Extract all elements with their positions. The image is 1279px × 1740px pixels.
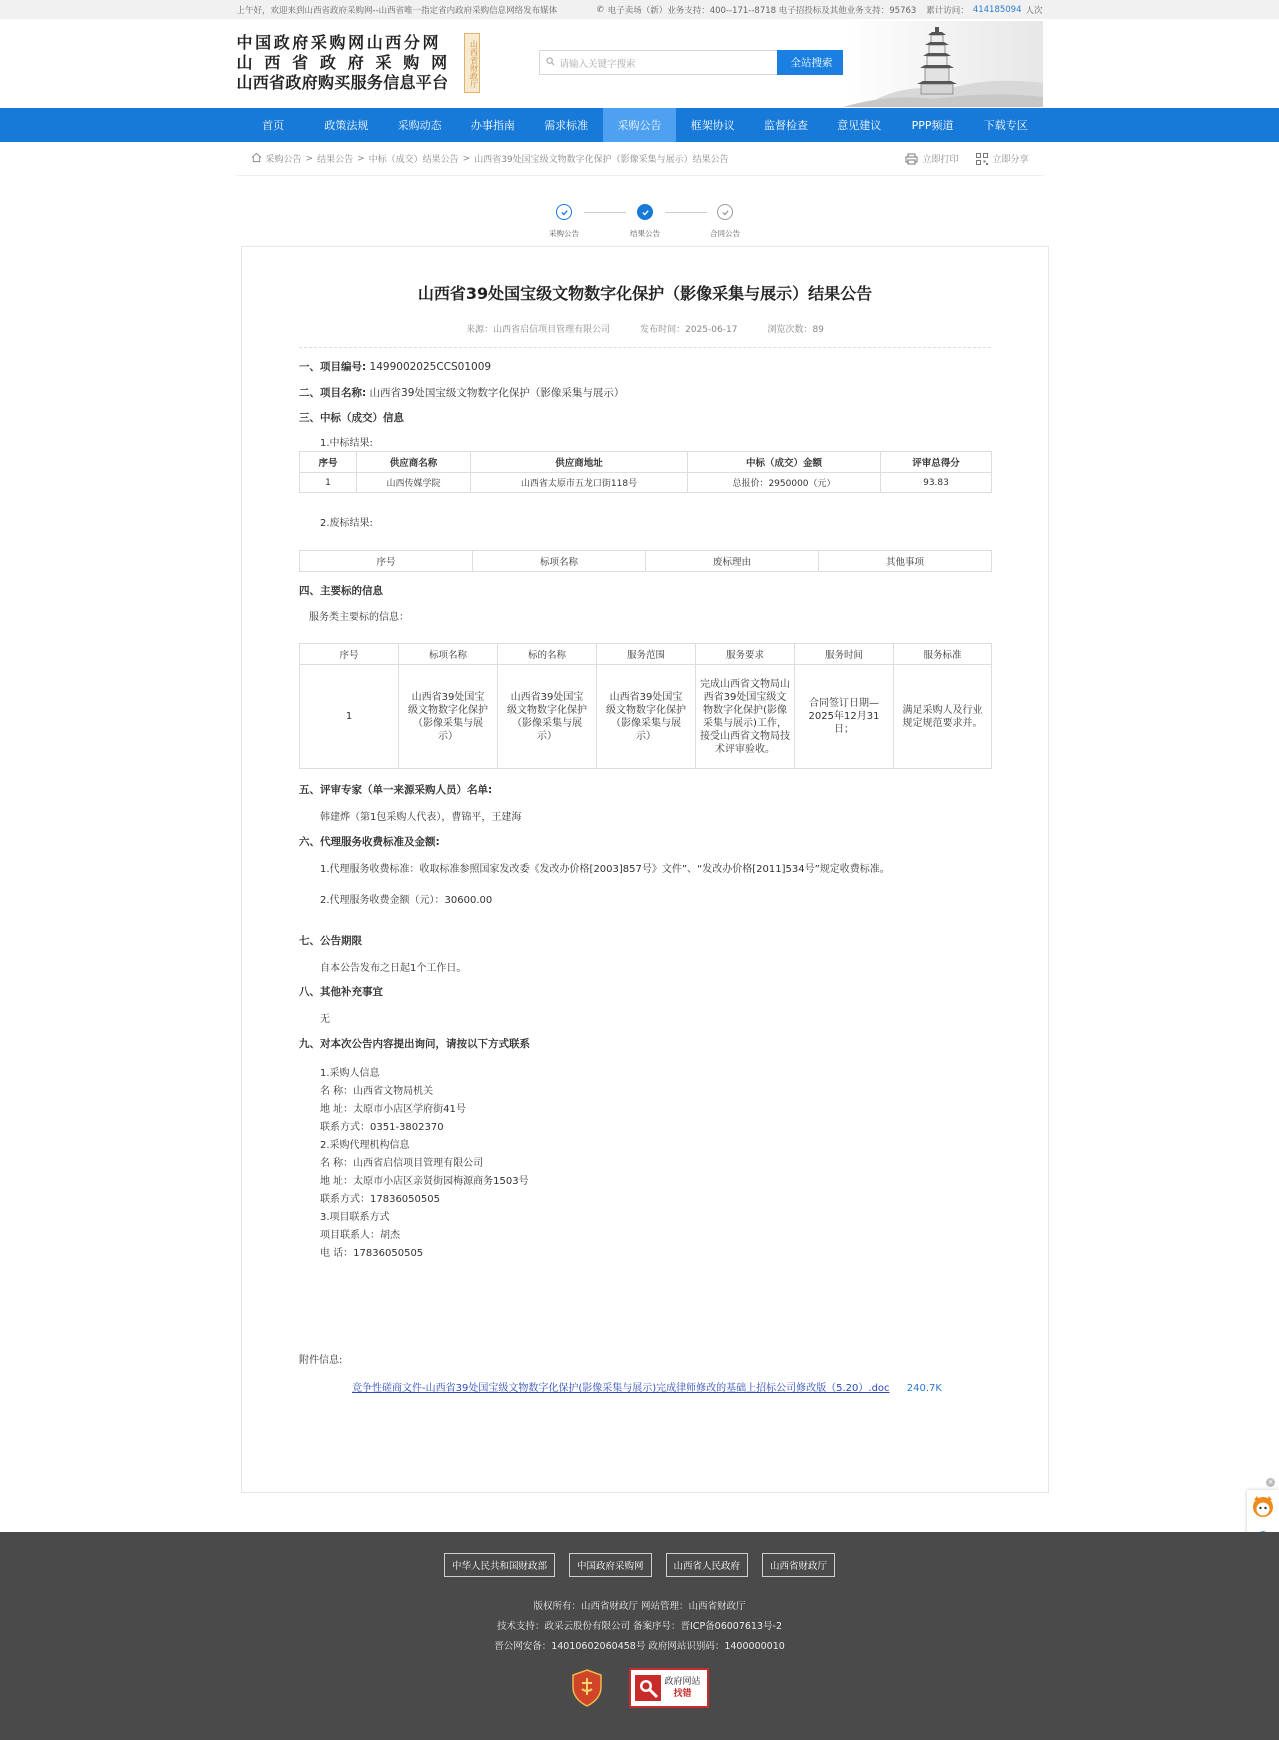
search-bar xyxy=(539,50,847,75)
search-input[interactable] xyxy=(539,50,777,75)
site-header xyxy=(0,19,1279,108)
attachment-label: 附件信息: xyxy=(299,1355,343,1366)
contact-line: 名 称：山西省文物局机关 xyxy=(320,1086,434,1097)
visits-label: 累计访问： xyxy=(926,5,969,16)
project-name xyxy=(299,385,624,400)
winning-bid-table xyxy=(299,451,992,493)
footer-security: 晋公网安备：14010602060458号 政府网站识别码：1400000010 xyxy=(494,1641,785,1652)
table-header-row: 序号 标项名称 废标理由 其他事项 xyxy=(300,551,992,572)
check-icon xyxy=(556,204,572,220)
breadcrumb-item[interactable]: 采购公告 xyxy=(265,155,302,165)
breadcrumb-item[interactable]: 中标（成交）结果公告 xyxy=(368,155,459,165)
section-heading: 八、其他补充事宜 xyxy=(299,986,383,998)
top-bar xyxy=(0,0,1279,19)
breadcrumb-bar xyxy=(0,142,1279,176)
nav-item[interactable]: 办事指南 xyxy=(470,119,515,132)
nav-item[interactable]: 首页 xyxy=(262,119,285,132)
article-meta xyxy=(242,322,1048,335)
step-contract[interactable] xyxy=(695,204,755,239)
check-icon xyxy=(637,204,653,220)
hotline-text: 电子卖场（新）业务支持：400--171--8718 电子招投标及其他业务支持：95763 xyxy=(607,5,917,16)
home-icon[interactable] xyxy=(251,152,262,166)
footer-link[interactable]: 中国政府采购网 xyxy=(569,1553,652,1577)
notice-period: 自本公告发布之日起1个工作日。 xyxy=(320,963,467,974)
section-label: 二、项目名称: xyxy=(299,387,367,399)
share-button[interactable] xyxy=(976,152,1028,165)
nav-item[interactable]: PPP频道 xyxy=(911,119,954,132)
contact-line: 地 址：太原市小店区学府街41号 xyxy=(320,1104,466,1115)
nav-item[interactable]: 采购动态 xyxy=(397,119,442,132)
article-title: 山西省39处国宝级文物数字化保护（影像采集与展示）结果公告 xyxy=(417,284,873,303)
nav-item[interactable]: 需求标准 xyxy=(544,119,589,132)
table-row: 1 山西传媒学院 山西省太原市五龙口街118号 总报价：2950000（元） 93.83 xyxy=(300,473,992,493)
footer-badges xyxy=(0,1668,1279,1708)
step-label: 采购公告 xyxy=(549,229,579,238)
expert-list: 韩建烨（第1包采购人代表），曹锦平，王建海 xyxy=(320,812,522,823)
nav-item[interactable]: 监督检查 xyxy=(763,119,808,132)
welcome-text: 上午好，欢迎来到山西省政府采购网--山西省唯一指定省内政府采购信息网络发布媒体 xyxy=(236,5,558,16)
visits-count: 414185094 xyxy=(972,4,1022,15)
table-header-row: 序号 供应商名称 供应商地址 中标（成交）金额 评审总得分 xyxy=(300,452,992,473)
search-button[interactable]: 全站搜索 xyxy=(777,50,847,75)
breadcrumb-current: 山西省39处国宝级文物数字化保护（影像采集与展示）结果公告 xyxy=(474,155,729,165)
logo-line-1: 中国政府采购网山西分网 xyxy=(236,33,442,52)
contact-line: 1.采购人信息 xyxy=(320,1068,380,1079)
divider xyxy=(299,347,991,348)
print-button[interactable] xyxy=(905,152,958,165)
footer-links xyxy=(0,1553,1279,1577)
logo-line-3: 山西省政府购买服务信息平台 xyxy=(236,73,449,92)
section-heading: 四、主要标的信息 xyxy=(299,585,383,597)
attachment-link[interactable]: 竞争性磋商文件-山西省39处国宝级文物数字化保护(影像采集与展示)完成律师修改的基础上招标公司修改版（5.20）.doc xyxy=(352,1383,890,1394)
contact-line: 名 称：山西省启信项目管理有限公司 xyxy=(320,1158,484,1169)
print-label: 立即打印 xyxy=(922,155,959,165)
contact-line: 联系方式：17836050505 xyxy=(320,1194,440,1205)
article-panel xyxy=(241,246,1049,1493)
footer-link[interactable]: 中华人民共和国财政部 xyxy=(444,1553,555,1577)
printer-icon xyxy=(905,153,918,165)
footer-tech-support: 技术支持：政采云股份有限公司 备案序号：晋ICP备06007613号-2 xyxy=(496,1621,782,1632)
contact-line: 地 址：太原市小店区亲贤街园梅源商务1503号 xyxy=(320,1176,529,1187)
footer-link[interactable]: 山西省人民政府 xyxy=(666,1553,749,1577)
finance-seal: 山西省财政厅 xyxy=(464,33,480,93)
search-placeholder: 请输入关键字搜索 xyxy=(559,58,636,70)
main-nav xyxy=(0,108,1279,142)
gov-site-error-badge[interactable] xyxy=(629,1668,709,1708)
logo-line-2: 山西省政府采购网 xyxy=(236,53,459,72)
section-label: 一、项目编号: xyxy=(299,361,367,373)
article-publish-time: 发布时间：2025-06-17 xyxy=(640,325,738,335)
footer-link[interactable]: 山西省财政厅 xyxy=(762,1553,835,1577)
article-source: 来源：山西省启信项目管理有限公司 xyxy=(466,325,611,335)
magnifier-icon xyxy=(635,1675,661,1701)
site-logo[interactable] xyxy=(237,33,459,93)
footer-copyright: 版权所有：山西省财政厅 网站管理：山西省财政厅 xyxy=(533,1601,746,1612)
share-label: 立即分享 xyxy=(992,155,1029,165)
qrcode-icon xyxy=(976,153,988,165)
table-row: 1 山西省39处国宝级文物数字化保护（影像采集与展示） 山西省39处国宝级文物数字化保护（影像采集与展示） 山西省39处国宝级文物数字化保护（影像采集与展示） 完成山西省文物局山西省39处国宝级文物数字化保护(影像采集与展示)工作，接受山西省文物局技术评审验收。 合同签订日期—2025年12月31日； 满足采购人及行业规定规范要求并。 xyxy=(300,665,992,769)
pagoda-banner-image xyxy=(843,21,1043,107)
phone-icon: ✆ xyxy=(596,4,604,15)
nav-item[interactable]: 政策法规 xyxy=(324,119,369,132)
nav-item[interactable]: 采购公告 xyxy=(603,108,676,142)
site-footer xyxy=(0,1532,1279,1740)
sub-heading: 1.中标结果: xyxy=(320,438,373,449)
project-number xyxy=(299,359,491,374)
sub-heading: 2.废标结果: xyxy=(320,518,373,529)
supplement-value: 无 xyxy=(320,1014,330,1025)
fee-standard: 1.代理服务收费标准：收取标准参照国家发改委《发改办价格[2003]857号》文件”、“发改办价格[2011]534号”规定收费标准。 xyxy=(320,864,890,875)
mascot-icon[interactable] xyxy=(1247,1490,1279,1522)
visits-unit: 人次 xyxy=(1025,5,1043,16)
breadcrumb: 采购公告 > 结果公告 > 中标（成交）结果公告 > 山西省39处国宝级文物数字化保护（影像采集与展示）结果公告 xyxy=(251,152,729,166)
section-heading: 九、对本次公告内容提出询问，请按以下方式联系 xyxy=(299,1038,530,1050)
section-heading: 七、公告期限 xyxy=(299,935,362,947)
close-icon[interactable]: × xyxy=(1267,1478,1274,1486)
breadcrumb-item[interactable]: 结果公告 xyxy=(317,155,354,165)
contact-line: 电 话：17836050505 xyxy=(320,1248,424,1259)
section-heading: 五、评审专家（单一来源采购人员）名单: xyxy=(299,784,493,796)
party-emblem-icon[interactable] xyxy=(571,1669,603,1707)
contact-line: 3.项目联系方式 xyxy=(320,1212,390,1223)
sub-heading: 服务类主要标的信息： xyxy=(309,612,409,623)
step-procurement[interactable] xyxy=(534,204,594,239)
section-heading: 三、中标（成交）信息 xyxy=(299,412,404,424)
contact-line: 2.采购代理机构信息 xyxy=(320,1140,410,1151)
subject-info-table xyxy=(299,643,992,769)
attachment-item xyxy=(352,1379,942,1394)
article-views: 浏览次数：89 xyxy=(767,325,824,335)
check-icon xyxy=(717,204,733,220)
step-label: 合同公告 xyxy=(710,229,740,238)
section-heading: 六、代理服务收费标准及金额: xyxy=(299,836,440,848)
table-header-row: 序号 标项名称 标的名称 服务范围 服务要求 服务时间 服务标准 xyxy=(300,644,992,665)
contact-line: 联系方式：0351-3802370 xyxy=(320,1122,444,1133)
search-icon xyxy=(546,57,555,69)
badge-text: 政府网站 找错 xyxy=(664,1677,701,1699)
nav-item[interactable]: 意见建议 xyxy=(837,119,882,132)
step-label: 结果公告 xyxy=(630,229,660,238)
nav-item[interactable]: 下载专区 xyxy=(983,119,1028,132)
section-value: 山西省39处国宝级文物数字化保护（影像采集与展示） xyxy=(369,387,625,399)
failed-bid-table xyxy=(299,550,992,572)
contact-line: 项目联系人：胡杰 xyxy=(320,1230,400,1241)
step-result[interactable] xyxy=(615,204,675,239)
attachment-size: 240.7K xyxy=(906,1383,942,1394)
nav-item[interactable]: 框架协议 xyxy=(690,119,735,132)
section-value: 1499002025CCS01009 xyxy=(369,361,492,373)
fee-amount: 2.代理服务收费金额（元）：30600.00 xyxy=(320,895,493,906)
